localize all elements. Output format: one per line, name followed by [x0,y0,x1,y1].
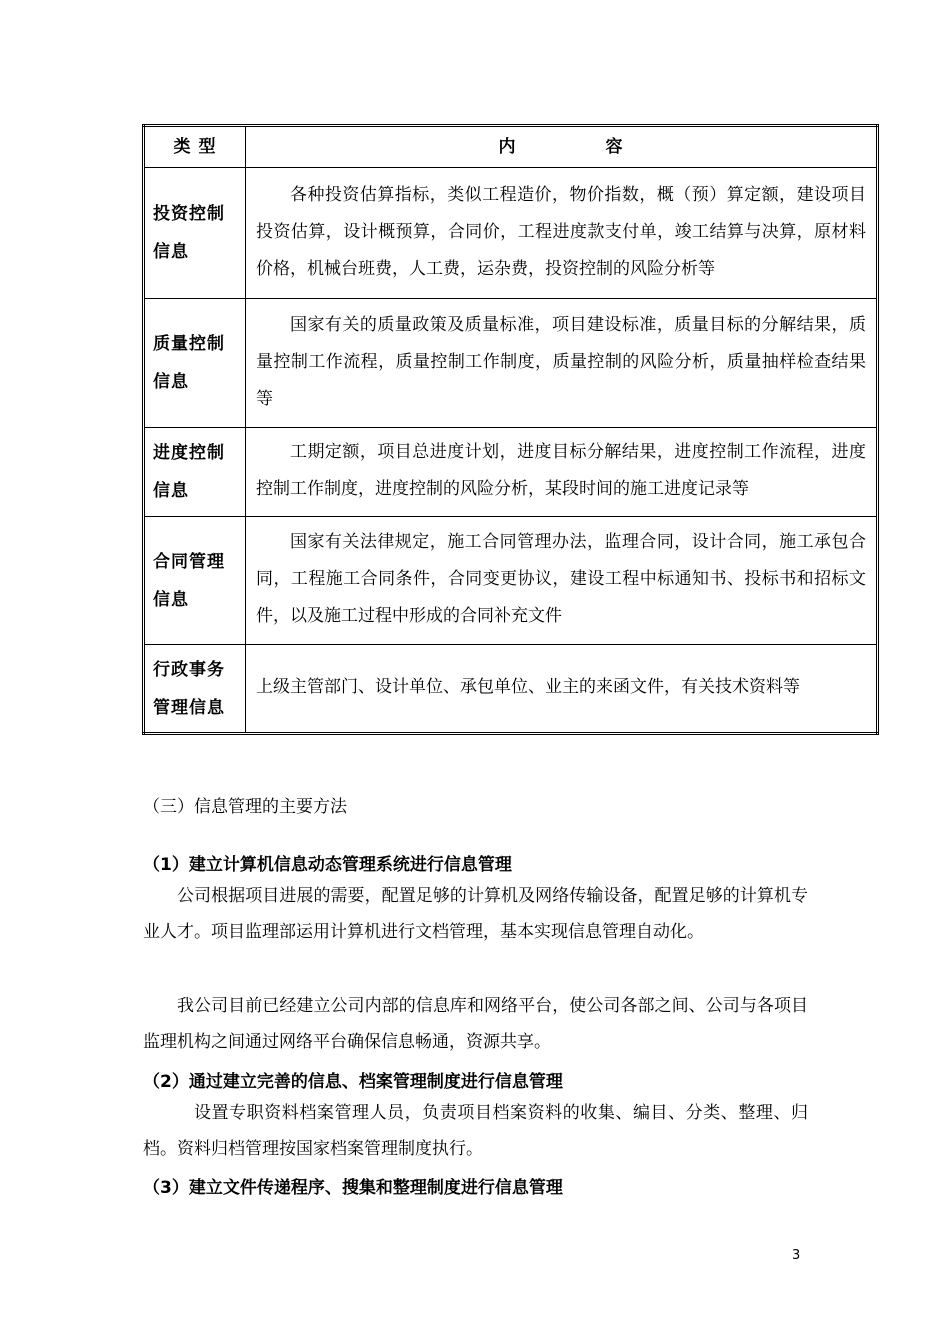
row-type: 进度控制信息 [144,428,246,517]
paragraph: 公司根据项目进展的需要，配置足够的计算机及网络传输设备，配置足够的计算机专业人才。项目监理部运用计算机进行文档管理，基本实现信息管理自动化。 [143,886,808,942]
row-content: 工期定额，项目总进度计划，进度目标分解结果，进度控制工作流程，进度控制工作制度，进度控制的风险分析，某段时间的施工进度记录等 [246,428,878,517]
header-content: 内容 [246,126,878,168]
table-header-row [144,126,878,168]
row-type: 行政事务管理信息 [144,645,246,734]
item-heading: （1）建立计算机信息动态管理系统进行信息管理 [143,855,512,875]
paragraph: 设置专职资料档案管理人员，负责项目档案资料的收集、编目、分类、整理、归档。资料归档管理按国家档案管理制度执行。 [143,1103,808,1159]
row-content: 国家有关法律规定，施工合同管理办法，监理合同，设计合同，施工承包合同，工程施工合同条件，合同变更协议，建设工程中标通知书、投标书和招标文件，以及施工过程中形成的合同补充文件 [246,517,878,645]
table-row [144,299,878,428]
row-content: 各种投资估算指标，类似工程造价，物价指数，概（预）算定额，建设项目投资估算，设计概预算，合同价，工程进度款支付单，竣工结算与决算，原材料价格，机械台班费，人工费，运杂费，投资控制的风险分析等 [246,168,878,299]
row-content: 国家有关的质量政策及质量标准，项目建设标准，质量目标的分解结果，质量控制工作流程，质量控制工作制度，质量控制的风险分析，质量抽样检查结果等 [246,299,878,428]
page-number: 3 [792,1248,801,1263]
row-type: 合同管理信息 [144,517,246,645]
paragraph: 我公司目前已经建立公司内部的信息库和网络平台，使公司各部之间、公司与各项目监理机构之间通过网络平台确保信息畅通，资源共享。 [143,996,808,1052]
table-row [144,428,878,517]
item-heading: （3）建立文件传递程序、搜集和整理制度进行信息管理 [143,1178,563,1198]
info-table [142,124,879,735]
row-content: 上级主管部门、设计单位、承包单位、业主的来函文件，有关技术资料等 [246,645,878,734]
section-title: （三）信息管理的主要方法 [143,797,347,817]
table-row [144,645,878,734]
table-row [144,168,878,299]
row-type: 质量控制信息 [144,299,246,428]
table-row [144,517,878,645]
row-type: 投资控制信息 [144,168,246,299]
item-heading: （2）通过建立完善的信息、档案管理制度进行信息管理 [143,1072,563,1092]
header-type: 类 型 [144,126,246,168]
